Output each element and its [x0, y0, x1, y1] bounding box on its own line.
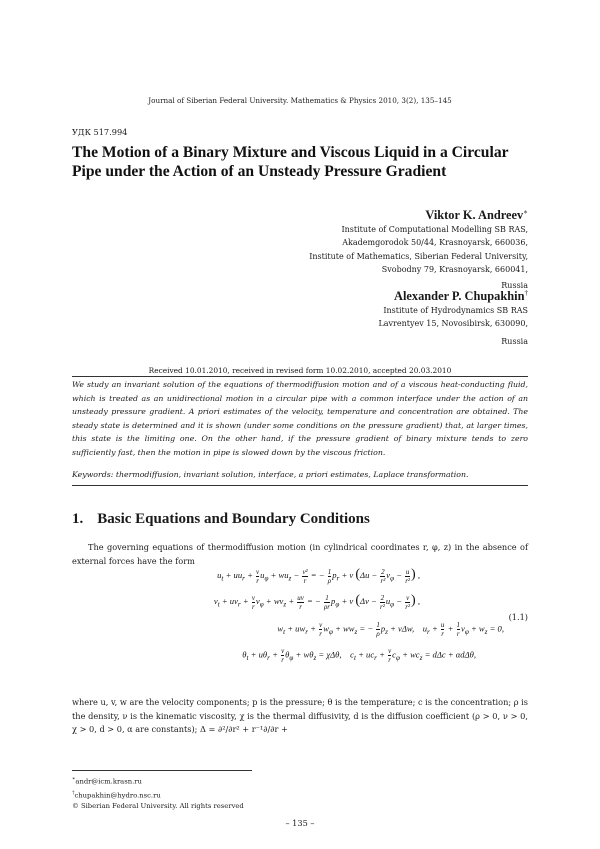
author-name-2 — [394, 289, 528, 304]
footnotes — [72, 774, 244, 813]
footnote-mark: ∗ — [72, 776, 76, 782]
affiliation-line: Svobodny 79, Krasnoyarsk, 660041, — [381, 265, 528, 275]
equation-line-4: $\theta_t + u\theta_r$ + $\frac{v}{r}$ $\theta_\varphi + w\theta_z = \chi\Delta\theta$, $c_t + uc_r$ + $\frac{v}{r}$ $c_\varphi + wc_z = d\Delta c + \alpha d\Delta\theta$, — [242, 647, 476, 664]
footnote-mark: † — [72, 789, 75, 796]
paper-title: The Motion of a Binary Mixture and Viscous Liquid in a Circular Pipe under the Action of an Unsteady Pressure Gradient — [72, 144, 509, 180]
affiliation-line: Institute of Mathematics, Siberian Federal University, — [309, 251, 528, 261]
section-title: Basic Equations and Boundary Conditions — [97, 511, 370, 527]
author-name-text: Viktor K. Andreev — [425, 208, 524, 223]
equation-system — [80, 565, 528, 685]
page-number: – 135 – — [285, 818, 315, 828]
intro-paragraph: The governing equations of thermodiffusion motion (in cylindrical coordinates r, φ, z) in the absence of external forces have the form — [72, 542, 528, 566]
abstract-top-rule — [72, 376, 528, 377]
author-footnote-mark: ∗ — [523, 208, 528, 216]
udc-code: УДК 517.994 — [72, 127, 128, 137]
received-dates: Received 10.01.2010, received in revised form 10.02.2010, accepted 20.03.2010 — [148, 366, 452, 375]
copyright-notice: © Siberian Federal University. All rights reserved — [72, 802, 244, 811]
variables-paragraph: where u, v, w are the velocity components; p is the pressure; θ is the temperature; c is the concentration; ρ is the density, ν is the kinematic viscosity, χ is the thermal diffusivity, d is the diffusion coefficient (ρ > 0, ν > 0, χ > 0, d > 0, α are constants); Δ = ∂²/∂r² + r⁻¹∂/∂r + — [72, 697, 528, 735]
author-name-1 — [425, 208, 528, 223]
equation-line-1: $u_t + uu_r$ + $\frac{v}{r}$ $u_\varphi + wu_z$ − $\frac{\text{v²}}{r}$ = − $\frac{1}{\rho}$ $p_r + \nu$ (Δu − $\frac{2}{\text{r²}}$ $v_\varphi$ − $\frac{u}{\text{r²}}$ ) , — [217, 567, 420, 585]
affiliation-line: Akademgorodok 50/44, Krasnoyarsk, 660036, — [342, 238, 528, 248]
affiliation-line: Russia — [501, 280, 528, 290]
affiliation-line: Lavrentyev 15, Novosibirsk, 630090, — [378, 319, 528, 329]
author-affiliation-2 — [228, 304, 528, 348]
footnote-text: andr@icm.krasn.ru — [75, 777, 142, 786]
section-number: 1. — [72, 511, 84, 527]
equation-line-2: $v_t + uv_r$ + $\frac{v}{r}$ $v_\varphi + wv_z$ + $\frac{uv}{r}$ = − $\frac{1}{\rho r}$ $p_\varphi + \nu$ (Δv − $\frac{2}{\text{r²}}$ $u_\varphi$ − $\frac{v}{\text{r²}}$ ) , — [213, 593, 420, 611]
author-footnote-mark: † — [524, 289, 528, 297]
keywords: Keywords: thermodiffusion, invariant solution, interface, a priori estimates, Laplace transformation. — [72, 470, 469, 479]
section-heading — [72, 511, 370, 528]
affiliation-line: Russia — [501, 336, 528, 346]
running-head: Journal of Siberian Federal University. Mathematics & Physics 2010, 3(2), 135–145 — [148, 96, 452, 105]
abstract-bottom-rule — [72, 485, 528, 486]
author-affiliation-1 — [228, 223, 528, 292]
equation-line-3: $w_t + uw_r$ + $\frac{v}{r}$ $w_\varphi + ww_z$ = − $\frac{1}{\rho}$ $p_z + \nu\Delta w$, $u_r$ + $\frac{u}{r}$ + $\frac{1}{r}$ $v_\varphi + w_z = 0$, — [277, 621, 504, 638]
abstract: We study an invariant solution of the equations of thermodiffusion motion and of a viscous heat-conducting fluid, which is treated as an unidirectional motion in a circular pipe with a common interface under the action of an unsteady pressure gradient. A priori estimates of the velocity, temperature and concentration are obtained. The steady state is determined and it is shown (under some conditions on the pressure gradient) that, at larger times, this state is the limiting one. On the other hand, if the pressure gradient of binary mixture tends to zero sufficiently fast, then the motion in pipe is slowed down by the viscous friction. — [72, 380, 528, 457]
author-name-text: Alexander P. Chupakhin — [394, 289, 525, 304]
affiliation-line: Institute of Computational Modelling SB RAS, — [341, 225, 528, 234]
footnote-email-2 — [72, 788, 244, 802]
footnote-text: chupakhin@hydro.nsc.ru — [74, 790, 161, 799]
affiliation-line: Institute of Hydrodynamics SB RAS — [383, 306, 528, 315]
footnote-rule — [72, 770, 252, 771]
equation-number: (1.1) — [508, 612, 528, 622]
footnote-email-1 — [72, 774, 244, 788]
